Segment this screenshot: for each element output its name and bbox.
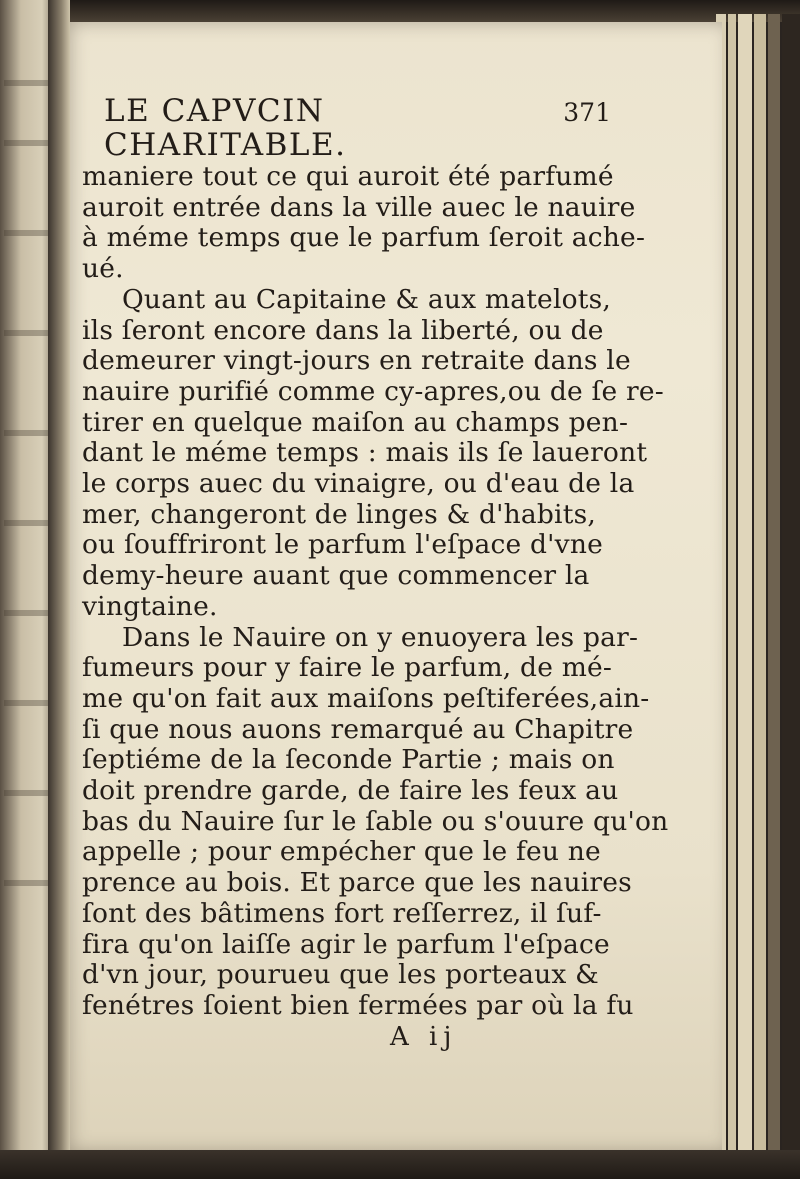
text-line: bas du Nauire ſur le ſable ou s'ouure qu'on (82, 805, 669, 837)
book-cover-right (782, 14, 800, 1164)
text-line: à méme temps que le parfum ſeroit ache- (82, 222, 646, 254)
book-cover-bottom (0, 1150, 800, 1179)
bleed-mark (4, 520, 48, 526)
text-line: fira qu'on laiſſe agir le parfum l'eſpace (82, 928, 610, 960)
text-line: fenétres ſoient bien fermées par où la fu (82, 989, 634, 1021)
page-stack-edge (738, 14, 752, 1164)
bleed-mark (4, 790, 48, 796)
text-line: mer, changeront de linges & d'habits, (82, 498, 596, 530)
text-line: fumeurs pour y faire le parfum, de mé- (82, 652, 613, 684)
body-text (82, 161, 669, 1022)
bleed-mark (4, 610, 48, 616)
text-line: d'vn jour, pourueu que les porteaux & (82, 959, 599, 991)
text-line: ou ſouffriront le parfum l'eſpace d'vne (82, 529, 603, 561)
text-line: vingtaine. (82, 590, 218, 622)
text-line: doit prendre garde, de faire les feux au (82, 775, 619, 807)
page-stack-edge (728, 14, 736, 1164)
text-line: maniere tout ce qui auroit été parfumé (82, 161, 614, 192)
running-header (104, 94, 611, 162)
bleed-mark (4, 700, 48, 706)
text-line: me qu'on fait aux maiſons peſtiferées,ain- (82, 682, 650, 714)
text-line: auroit entrée dans la ville auec le nauire (82, 191, 636, 223)
text-line: demeurer vingt-jours en retraite dans le (82, 345, 631, 377)
signature-mark: A ij (390, 1021, 458, 1052)
bleed-mark (4, 330, 48, 336)
text-line: appelle ; pour empécher que le feu ne (82, 836, 601, 868)
bleed-mark (4, 140, 48, 146)
book-cover-top (56, 0, 800, 22)
text-line: prence au bois. Et parce que les nauires (82, 867, 632, 899)
text-line: Quant au Capitaine & aux matelots, (122, 283, 612, 315)
bleed-mark (4, 230, 48, 236)
text-line: ué. (82, 253, 124, 285)
text-line: demy-heure auant que commencer la (82, 560, 590, 592)
text-line: Dans le Nauire on y enuoyera les par- (122, 621, 639, 653)
text-line: ils ſeront encore dans la liberté, ou de (82, 314, 604, 346)
page-stack-edge (754, 14, 766, 1164)
text-line: ſeptiéme de la ſeconde Partie ; mais on (82, 744, 615, 776)
book-spine (48, 0, 70, 1179)
bleed-mark (4, 430, 48, 436)
text-line: tirer en quelque maiſon au champs pen- (82, 406, 629, 438)
running-title: LE CAPVCIN CHARITABLE. (104, 93, 347, 163)
page-text-block (82, 93, 669, 1052)
page-stack-edge (768, 14, 780, 1164)
text-line: nauire purifié comme cy-apres,ou de ſe re- (82, 375, 664, 407)
text-line: le corps auec du vinaigre, ou d'eau de la (82, 468, 635, 500)
text-line: ſont des bâtimens fort reſſerrez, il ſuf- (82, 897, 602, 929)
text-line: dant le méme temps : mais ils ſe laueront (82, 437, 648, 469)
bleed-mark (4, 880, 48, 886)
text-line: ſi que nous auons remarqué au Chapitre (82, 713, 634, 745)
bleed-mark (4, 80, 48, 86)
page-number: 371 (563, 98, 611, 127)
